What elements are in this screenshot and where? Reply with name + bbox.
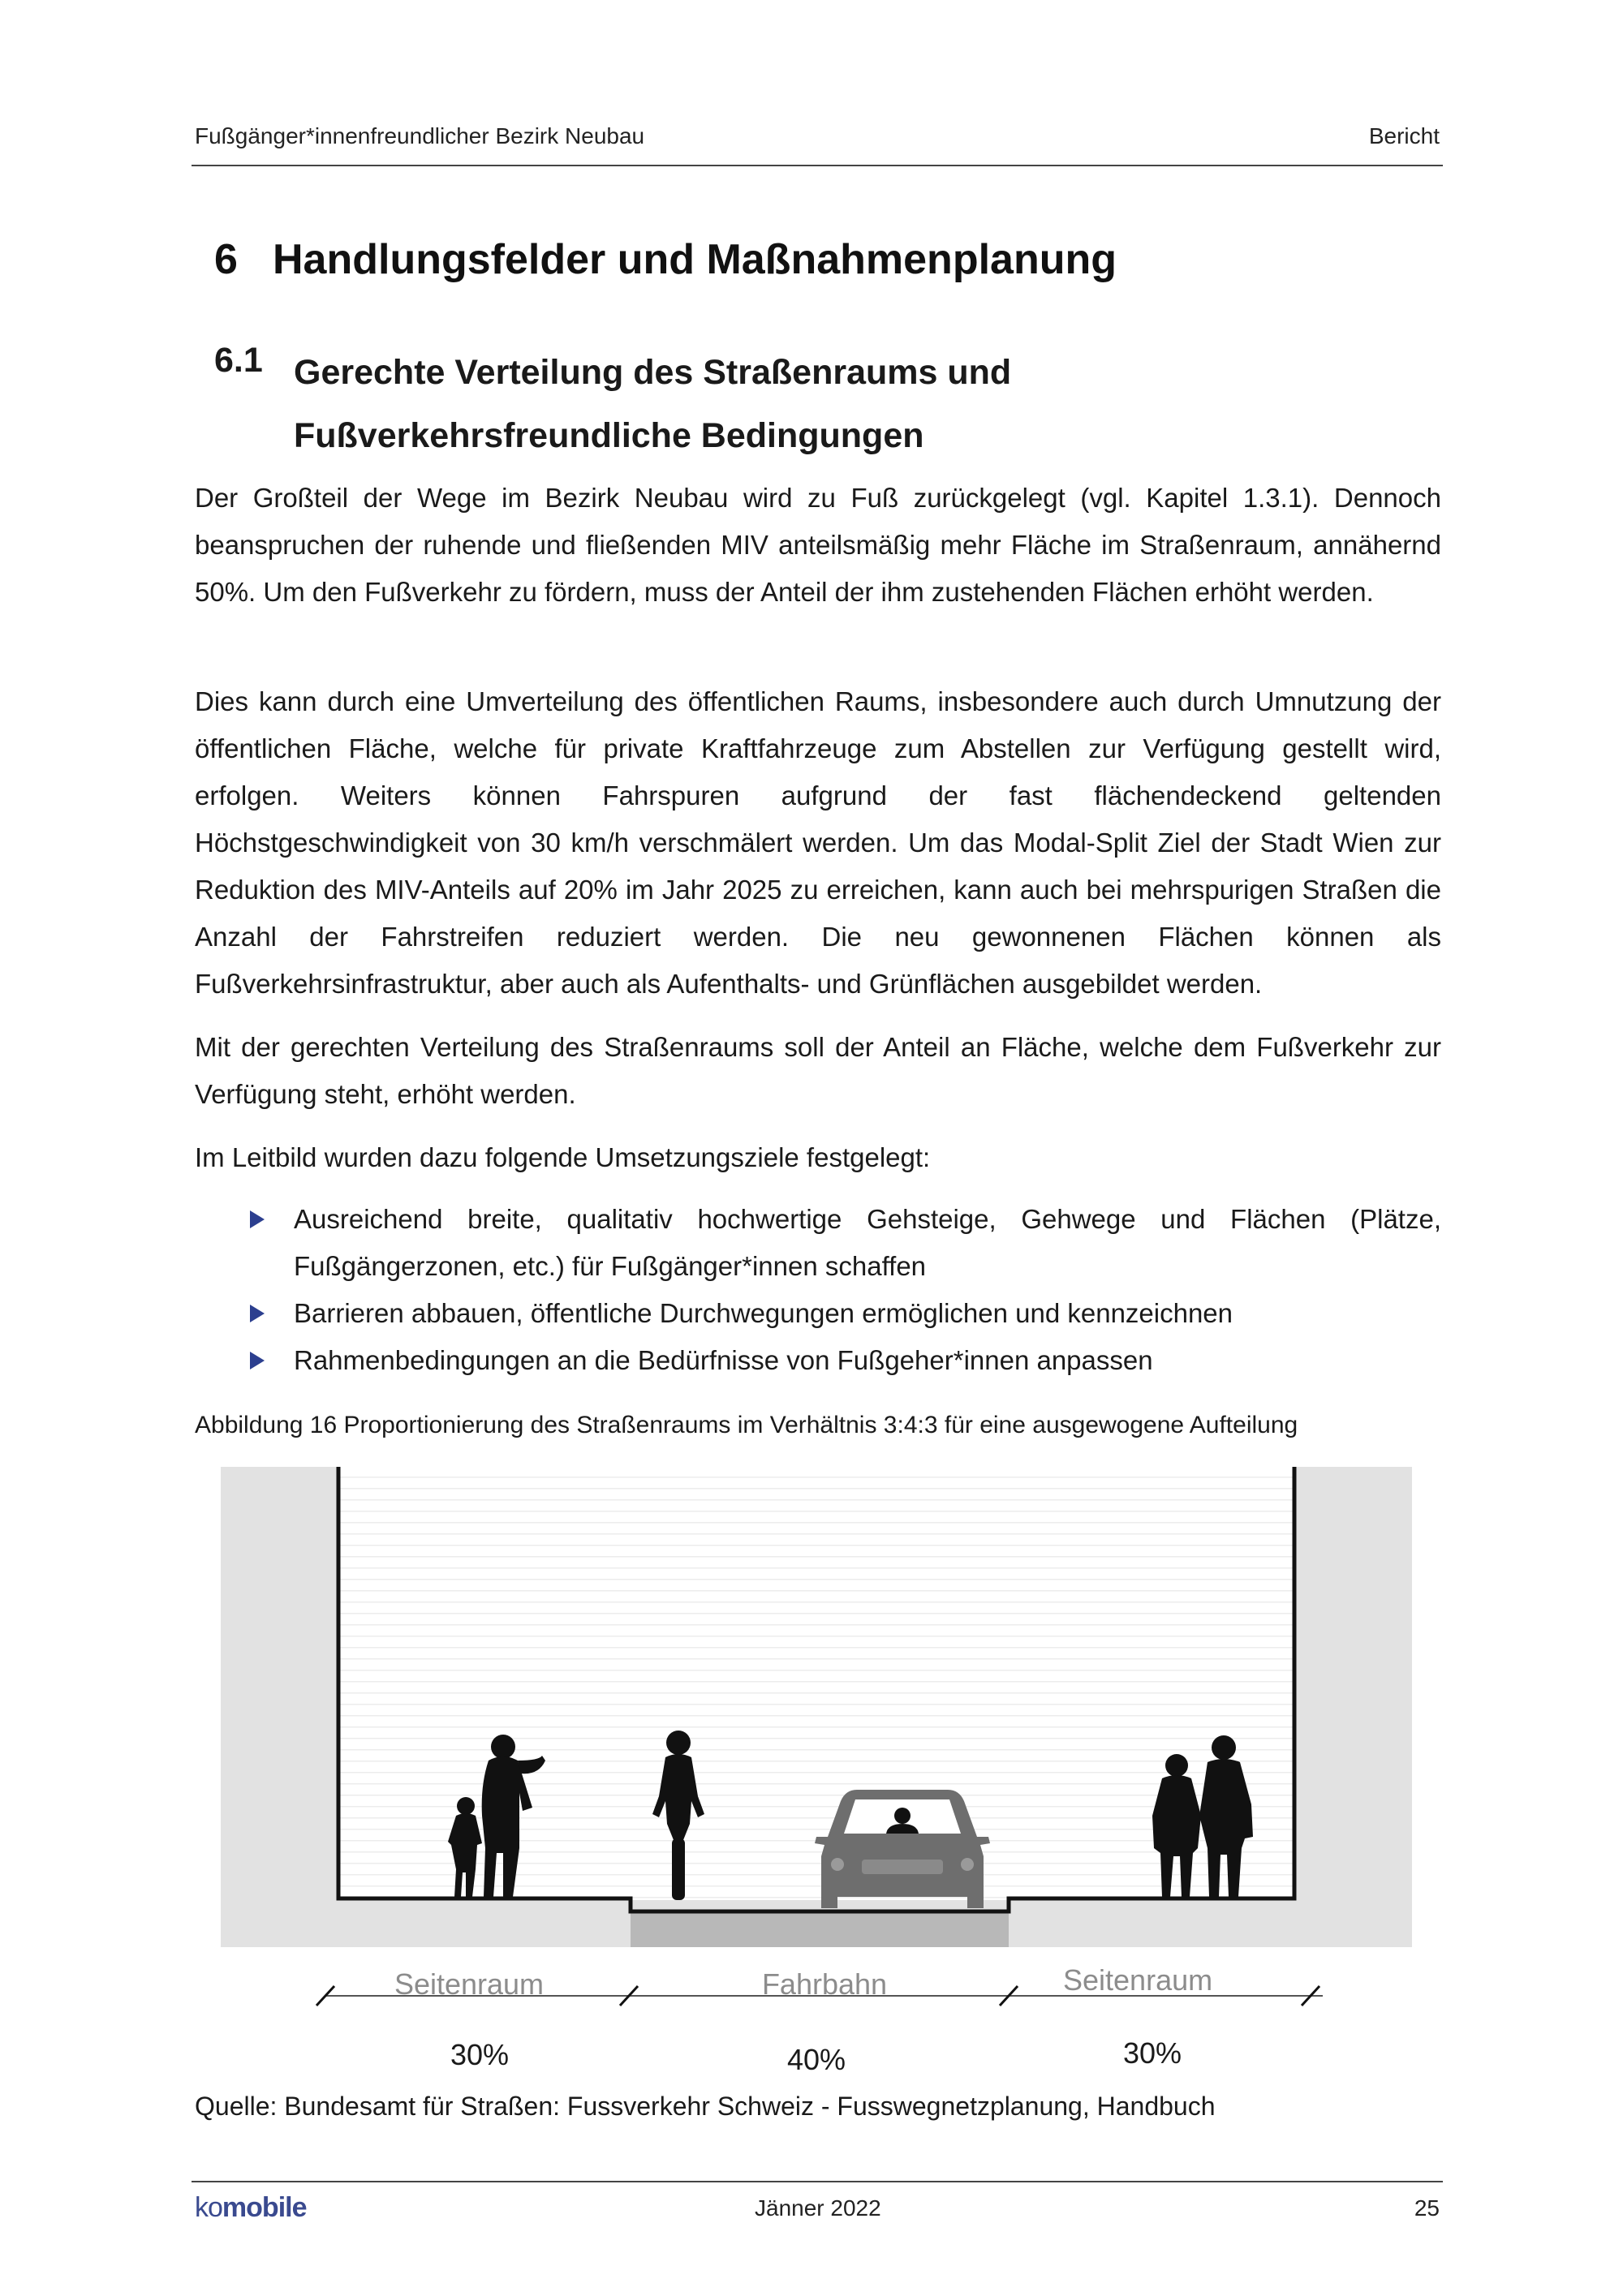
list-item: Rahmenbedingungen an die Bedürfnisse von Fußgeher*innen anpassen xyxy=(247,1337,1441,1384)
footer-rule xyxy=(192,2181,1443,2182)
paragraph-2: Dies kann durch eine Umverteilung des öffentlichen Raums, insbesondere auch durch Umnutzung der öffentlichen Fläche, welche für private Kraftfahrzeuge zum Abstellen zur Verfügung gestellt wird, erfolgen. Weiters können Fahrspuren aufgrund der fast flächendeckend geltenden Höchstgeschwindigkeit von 30 km/h verschmälert werden. Um das Modal-Split Ziel der Stadt Wien zur Reduktion des MIV-Anteils auf 20% im Jahr 2025 zu erreichen, kann auch bei mehrspurigen Straßen die Anzahl der Fahrstreifen reduziert werden. Die neu gewonnenen Flächen können als Fußverkehrsinfrastruktur, aber auch als Aufenthalts- und Grünflächen ausgebildet werden. xyxy=(195,686,1441,999)
section-heading xyxy=(294,341,1011,467)
street-canyon xyxy=(338,1467,1294,1900)
section-title-line2: Fußverkehrsfreundliche Bedingungen xyxy=(294,416,924,455)
paragraph-1: Der Großteil der Wege im Bezirk Neubau wird zu Fuß zurückgelegt (vgl. Kapitel 1.3.1). Dennoch beanspruchen der ruhende und fließenden MIV anteilsmäßig mehr Fläche im Straßenraum, annähernd 50%. Um den Fußverkehr zu fördern, muss der Anteil der ihm zustehenden Flächen erhöht werden. xyxy=(195,483,1441,607)
page-number: 25 xyxy=(1414,2195,1440,2221)
bullet-triangle-icon xyxy=(250,1352,265,1369)
label-left-sidewalk: Seitenraum xyxy=(394,1967,545,2001)
section-number: 6.1 xyxy=(214,341,263,380)
chapter-title: Handlungsfelder und Maßnahmenplanung xyxy=(273,236,1117,283)
header-rule xyxy=(192,165,1443,166)
figure-source: Quelle: Bundesamt für Straßen: Fussverkehr Schweiz - Fusswegnetzplanung, Handbuch xyxy=(195,2092,1216,2121)
footer-date: Jänner 2022 xyxy=(755,2195,881,2221)
label-right-sidewalk: Seitenraum xyxy=(1063,1963,1213,1997)
road-surface xyxy=(631,1911,1009,1947)
paragraph-4: Im Leitbild wurden dazu folgende Umsetzungsziele festgelegt: xyxy=(195,1142,931,1172)
street-cross-section-figure xyxy=(221,1467,1412,2001)
paragraph-3: Mit der gerechten Verteilung des Straßenraums soll der Anteil an Fläche, welche dem Fußverkehr zur Verfügung steht, erhöht werden. xyxy=(195,1032,1441,1109)
car-icon xyxy=(815,1790,990,1908)
percentage-left: 30% xyxy=(450,2038,510,2071)
list-item: Barrieren abbauen, öffentliche Durchwegungen ermöglichen und kennzeichnen xyxy=(247,1290,1441,1337)
header-title: Fußgänger*innenfreundlicher Bezirk Neubau xyxy=(195,123,645,148)
percentage-right: 30% xyxy=(1123,2036,1182,2070)
figure-caption: Abbildung 16 Proportionierung des Straßenraums im Verhältnis 3:4:3 für eine ausgewogene Aufteilung xyxy=(195,1412,1298,1438)
bullet-triangle-icon xyxy=(250,1210,265,1228)
komobile-logo: komobile xyxy=(195,2192,307,2223)
percentage-center: 40% xyxy=(787,2043,846,2076)
chapter-number: 6 xyxy=(214,236,238,283)
label-roadway: Fahrbahn xyxy=(761,1967,888,2001)
bullet-triangle-icon xyxy=(250,1305,265,1322)
chapter-heading xyxy=(214,235,1117,284)
list-item: Ausreichend breite, qualitativ hochwertige Gehsteige, Gehwege und Flächen (Plätze, Fußgängerzonen, etc.) für Fußgänger*innen schaffen xyxy=(247,1196,1441,1290)
goal-list xyxy=(247,1196,1441,1384)
section-title-line1: Gerechte Verteilung des Straßenraums und xyxy=(294,353,1012,392)
header-section: Bericht xyxy=(1368,123,1440,148)
